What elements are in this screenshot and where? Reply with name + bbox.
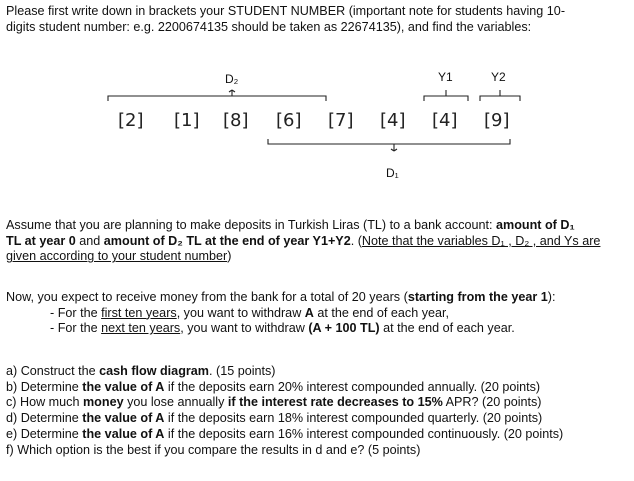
digit-box-7: [4] [432, 110, 458, 131]
qc-4: if the interest rate decreases to 15% [227, 395, 443, 410]
deposit-text-5: ) [227, 249, 232, 264]
deposit-text-4: . ( [350, 233, 362, 248]
item1-c: at the end of each year, [313, 305, 450, 320]
question-a [6, 364, 630, 380]
digit-3: 8 [230, 110, 242, 131]
qe-3: if the deposits earn 16% interest compounded continuously. (20 points) [164, 426, 564, 441]
deposit-text-1: Assume that you are planning to make deposits in Turkish Liras (TL) to a bank account: [6, 218, 497, 232]
digit-1: 2 [125, 110, 137, 131]
questions-list [6, 364, 630, 458]
item2-c: at the end of each year. [379, 321, 515, 336]
deposit-note-2: given according to your student number [6, 249, 228, 264]
digit-4: 6 [283, 110, 295, 131]
digit-6: 4 [387, 110, 399, 131]
deposit-note-1: Note that the variables D₁ , D₂ , and Ys are [361, 233, 601, 248]
item1-bold: A [304, 305, 314, 320]
withdraw-text-2: ): [547, 290, 556, 304]
d2-brace [108, 90, 326, 101]
digit-8: 9 [491, 110, 503, 131]
qc-3: you lose annually [123, 395, 228, 410]
item2-a: - For the [50, 321, 102, 336]
diagram-brackets [0, 0, 634, 200]
item2-u: next ten years [101, 321, 181, 336]
question-b [6, 380, 630, 396]
y2-brace [480, 90, 520, 101]
y1-label: Y1 [438, 70, 453, 84]
digit-box-2: [1] [174, 110, 200, 131]
qd-2: the value of A [82, 411, 165, 426]
deposit-bold-2: amount of D₂ TL at the end of year Y1+Y2 [103, 233, 351, 248]
qd-1: d) Determine [6, 411, 83, 426]
d1-brace [268, 139, 510, 151]
intro-line-2: digits student number: e.g. 2200674135 should be taken as 22674135), and find the variables: [6, 19, 532, 34]
question-c [6, 395, 630, 411]
qb-2: the value of A [82, 379, 165, 394]
qc-1: c) How much [6, 395, 83, 410]
item2-b: , you want to withdraw [180, 321, 309, 336]
digit-box-8: [9] [484, 110, 510, 131]
digit-box-6: [4] [380, 110, 406, 131]
question-d [6, 411, 630, 427]
question-f [6, 443, 630, 459]
qf-1: f) Which option is the best if you compare the results in d and e? (5 points) [6, 442, 421, 457]
qb-1: b) Determine [6, 379, 83, 394]
item1-a: - For the [50, 305, 102, 320]
qc-2: money [82, 395, 124, 410]
y2-label: Y2 [491, 70, 506, 84]
qa-3: . (15 points) [209, 364, 276, 378]
deposit-bold-year0: TL at year 0 [6, 233, 76, 248]
digit-2: 1 [181, 110, 193, 131]
digit-box-5: [7] [328, 110, 354, 131]
qe-2: the value of A [82, 426, 165, 441]
deposit-text-3: and [75, 233, 104, 248]
d2-label: D₂ [225, 72, 239, 86]
qc-5: APR? (20 points) [442, 395, 542, 410]
d1-label: D₁ [386, 166, 399, 180]
item2-bold: (A + 100 TL) [308, 321, 380, 336]
qb-3: if the deposits earn 20% interest compounded annually. (20 points) [164, 379, 541, 394]
intro-line-1: Please first write down in brackets your STUDENT NUMBER (important note for students having 10- [6, 4, 566, 18]
withdraw-paragraph [6, 290, 630, 337]
withdraw-bold-1: starting from the year 1 [407, 290, 548, 304]
withdraw-intro [6, 290, 630, 306]
item1-u: first ten years [101, 305, 177, 320]
qa-1: a) Construct the [6, 364, 100, 378]
qe-1: e) Determine [6, 426, 83, 441]
item1-b: , you want to withdraw [176, 305, 305, 320]
deposit-bold-1: amount of D₁ [496, 218, 575, 232]
digit-box-1: [2] [118, 110, 144, 131]
withdraw-text-1: Now, you expect to receive money from the bank for a total of 20 years ( [6, 290, 408, 304]
qa-2: cash flow diagram [99, 364, 209, 378]
digit-7: 4 [439, 110, 451, 131]
y1-brace [424, 90, 468, 101]
withdraw-item-2 [6, 321, 630, 337]
digit-box-3: [8] [223, 110, 249, 131]
withdraw-item-1 [6, 306, 630, 322]
qd-3: if the deposits earn 18% interest compounded quarterly. (20 points) [164, 411, 543, 426]
digit-box-4: [6] [276, 110, 302, 131]
deposit-paragraph [6, 218, 630, 265]
digit-5: 7 [335, 110, 347, 131]
question-e [6, 427, 630, 443]
